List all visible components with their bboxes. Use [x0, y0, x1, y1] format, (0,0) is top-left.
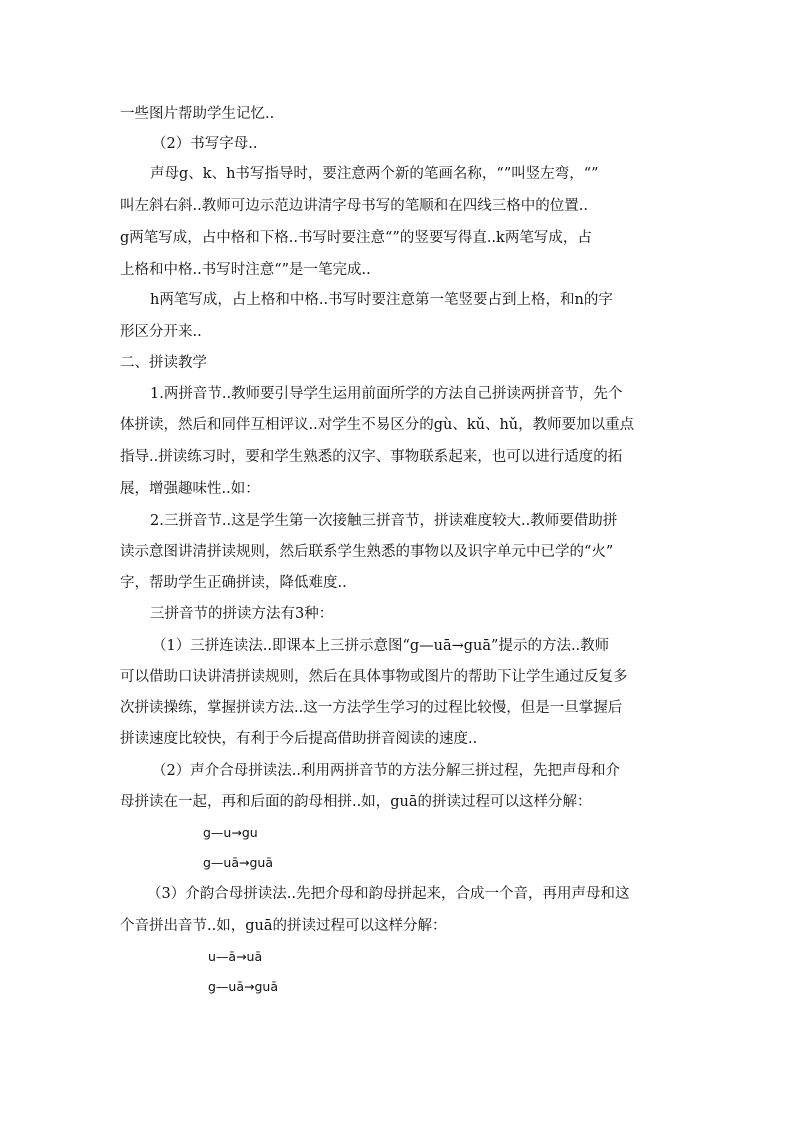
- text-line-7: h两笔写成，占上格和中格..书写时要注意第一笔竖要占到上格，和n的字: [150, 292, 613, 308]
- text-line-15: 读示意图讲清拼读规则，然后联系学生熟悉的事物以及识字单元中已学的“火”: [120, 544, 614, 560]
- formula-g-u-gu: g—u→gu: [203, 825, 258, 840]
- text-line-22: （2）声介合母拼读法..利用两拼音节的方法分解三拼过程，先把声母和介: [152, 763, 620, 779]
- text-line-27: 个音拼出音节..如，guā的拼读过程可以这样分解：: [120, 918, 447, 934]
- text-line-14: 2.三拼音节..这是学生第一次接触三拼音节，拼读难度较大..教师要借助拼: [150, 513, 618, 529]
- text-line-21: 拼读速度比较快，有利于今后提高借助拼音阅读的速度..: [120, 731, 478, 747]
- text-line-4: 叫左斜右斜..教师可边示范边讲清字母书写的笔顺和在四线三格中的位置..: [120, 198, 588, 214]
- text-line-19: 可以借助口诀讲清拼读规则，然后在具体事物或图片的帮助下让学生通过反复多: [120, 669, 628, 685]
- text-line-1: 一些图片帮助学生记忆..: [120, 106, 275, 122]
- text-line-26: （3）介韵合母拼读法..先把介母和韵母拼起来，合成一个音，再用声母和这: [147, 886, 630, 902]
- text-line-8: 形区分开来..: [120, 324, 202, 340]
- text-line-17: 三拼音节的拼读方法有3种：: [150, 606, 334, 622]
- text-line-11: 体拼读，然后和同伴互相评议..对学生不易区分的gù、kǔ、hǔ，教师要加以重点: [120, 417, 635, 433]
- text-line-10: 1.两拼音节..教师要引导学生运用前面所学的方法自己拼读两拼音节，先个: [150, 386, 623, 402]
- formula-g-ua-gua-2: g—uā→guā: [208, 979, 279, 994]
- text-line-13: 展，增强趣味性..如：: [120, 481, 260, 497]
- text-line-6: 上格和中格..书写时注意“”是一笔完成..: [120, 262, 371, 278]
- formula-g-ua-gua-1: g—uā→guā: [203, 855, 274, 870]
- text-line-3: 声母g、k、h书写指导时，要注意两个新的笔画名称，“”叫竖左弯，“”: [150, 166, 599, 182]
- formula-u-a-ua: u—ā→uā: [208, 949, 263, 964]
- text-line-23: 母拼读在一起，再和后面的韵母相拼..如，guā的拼读过程可以这样分解：: [120, 794, 592, 810]
- text-line-16: 字，帮助学生正确拼读，降低难度..: [120, 575, 347, 591]
- text-line-5: g两笔写成，占中格和下格..书写时要注意“”的竖要写得直..k两笔写成，占: [120, 230, 592, 246]
- text-line-20: 次拼读操练，掌握拼读方法..这一方法学生学习的过程比较慢，但是一旦掌握后: [120, 700, 623, 716]
- subheading-writing-letters: （2）书写字母..: [152, 136, 258, 152]
- section-heading-pinyin-reading: 二、拼读教学: [120, 355, 207, 371]
- text-line-12: 指导..拼读练习时，要和学生熟悉的汉字、事物联系起来，也可以进行适度的拓: [120, 449, 623, 465]
- text-line-18: （1）三拼连读法..即课本上三拼示意图“g—uā→guā”提示的方法..教师: [152, 638, 610, 654]
